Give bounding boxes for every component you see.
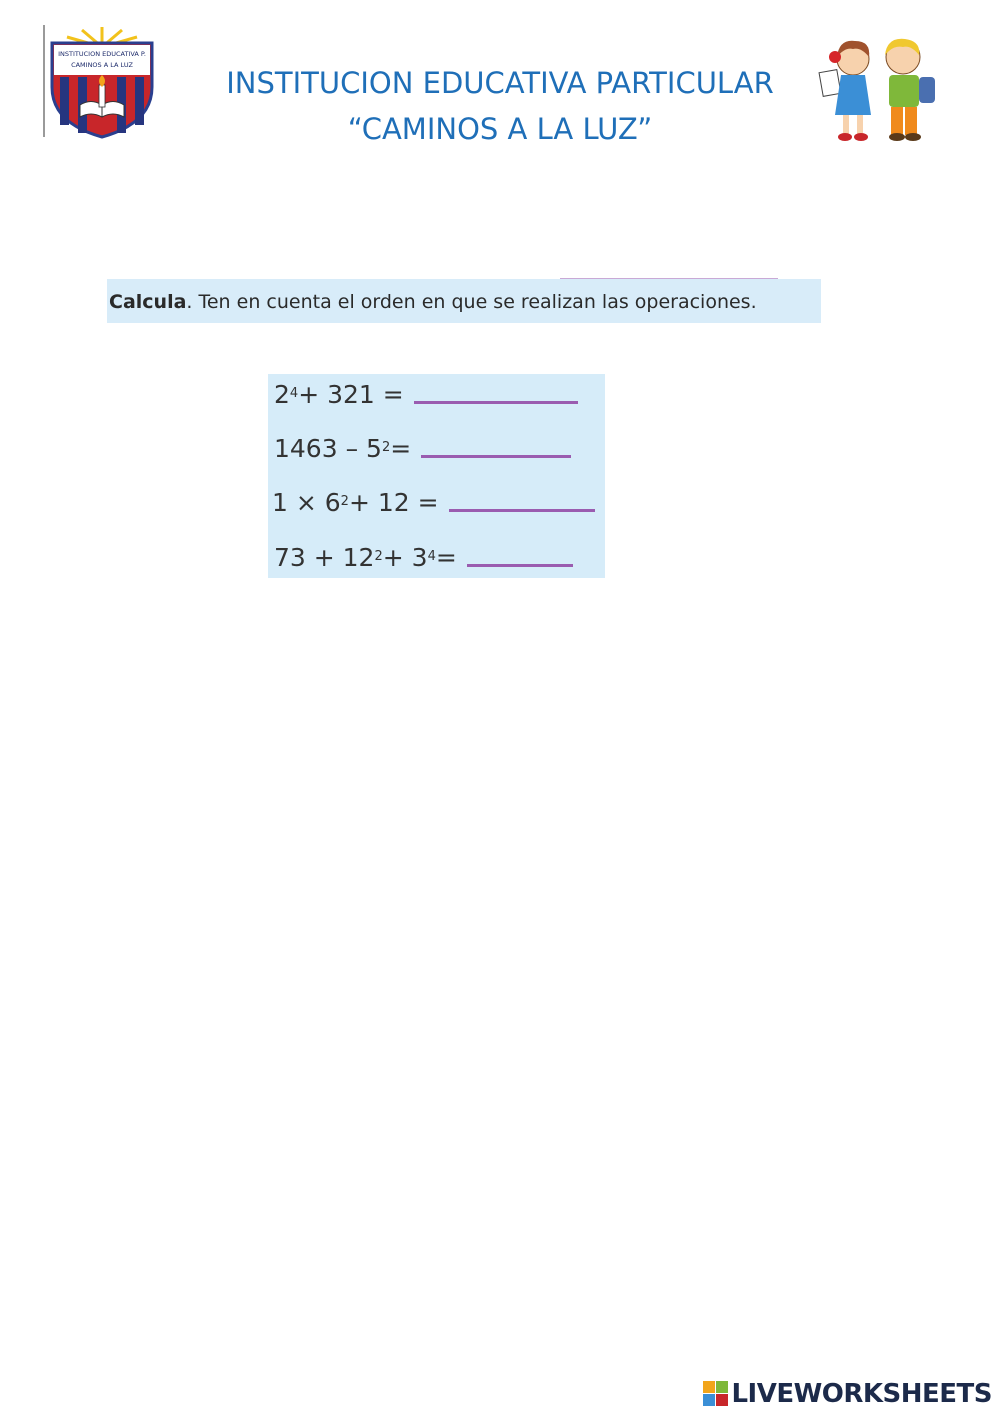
exercise-panel — [268, 374, 605, 578]
liveworksheets-logo-icon — [703, 1381, 729, 1407]
exercise-2-base: 1463 – 5 — [274, 433, 382, 463]
exercise-3-base: 1 × 6 — [272, 487, 341, 517]
exercise-1-answer-blank[interactable] — [414, 401, 578, 404]
exercise-3: 1 × 6 2 + 12 = — [272, 482, 595, 522]
exercise-2-answer-blank[interactable] — [421, 455, 571, 458]
exercise-4-base: 73 + 12 — [274, 542, 375, 572]
exercise-4: 73 + 12 2 + 3 4 = — [274, 537, 573, 577]
exercise-1-rest: + 321 = — [298, 379, 404, 409]
exercise-2: 1463 – 5 2 = — [274, 428, 571, 468]
school-name-line2: “CAMINOS A LA LUZ” — [347, 112, 653, 146]
exercise-1-base: 2 — [274, 379, 290, 409]
exercise-4-rest: = — [435, 542, 457, 572]
exercise-1: 2 4 + 321 = — [274, 374, 578, 414]
liveworksheets-brand — [703, 1379, 992, 1409]
exercise-4-middle: + 3 — [382, 542, 428, 572]
exercise-2-rest: = — [390, 433, 412, 463]
instruction-text: . Ten en cuenta el orden en que se realizan las operaciones. — [186, 291, 757, 313]
kids-illustration — [815, 35, 945, 145]
exercise-4-answer-blank[interactable] — [467, 564, 573, 567]
logo-text-line2: CAMINOS A LA LUZ — [71, 61, 133, 69]
exercise-3-answer-blank[interactable] — [449, 509, 595, 512]
instruction-bar — [107, 279, 821, 323]
logo-text-line1: INSTITUCION EDUCATIVA P. — [58, 50, 146, 58]
school-name-line1: INSTITUCION EDUCATIVA PARTICULAR — [226, 66, 774, 100]
instruction-bold: Calcula — [109, 291, 187, 313]
liveworksheets-brand-text: LIVEWORKSHEETS — [731, 1379, 992, 1409]
exercise-3-rest: + 12 = — [348, 487, 439, 517]
school-crest-logo — [42, 25, 162, 140]
